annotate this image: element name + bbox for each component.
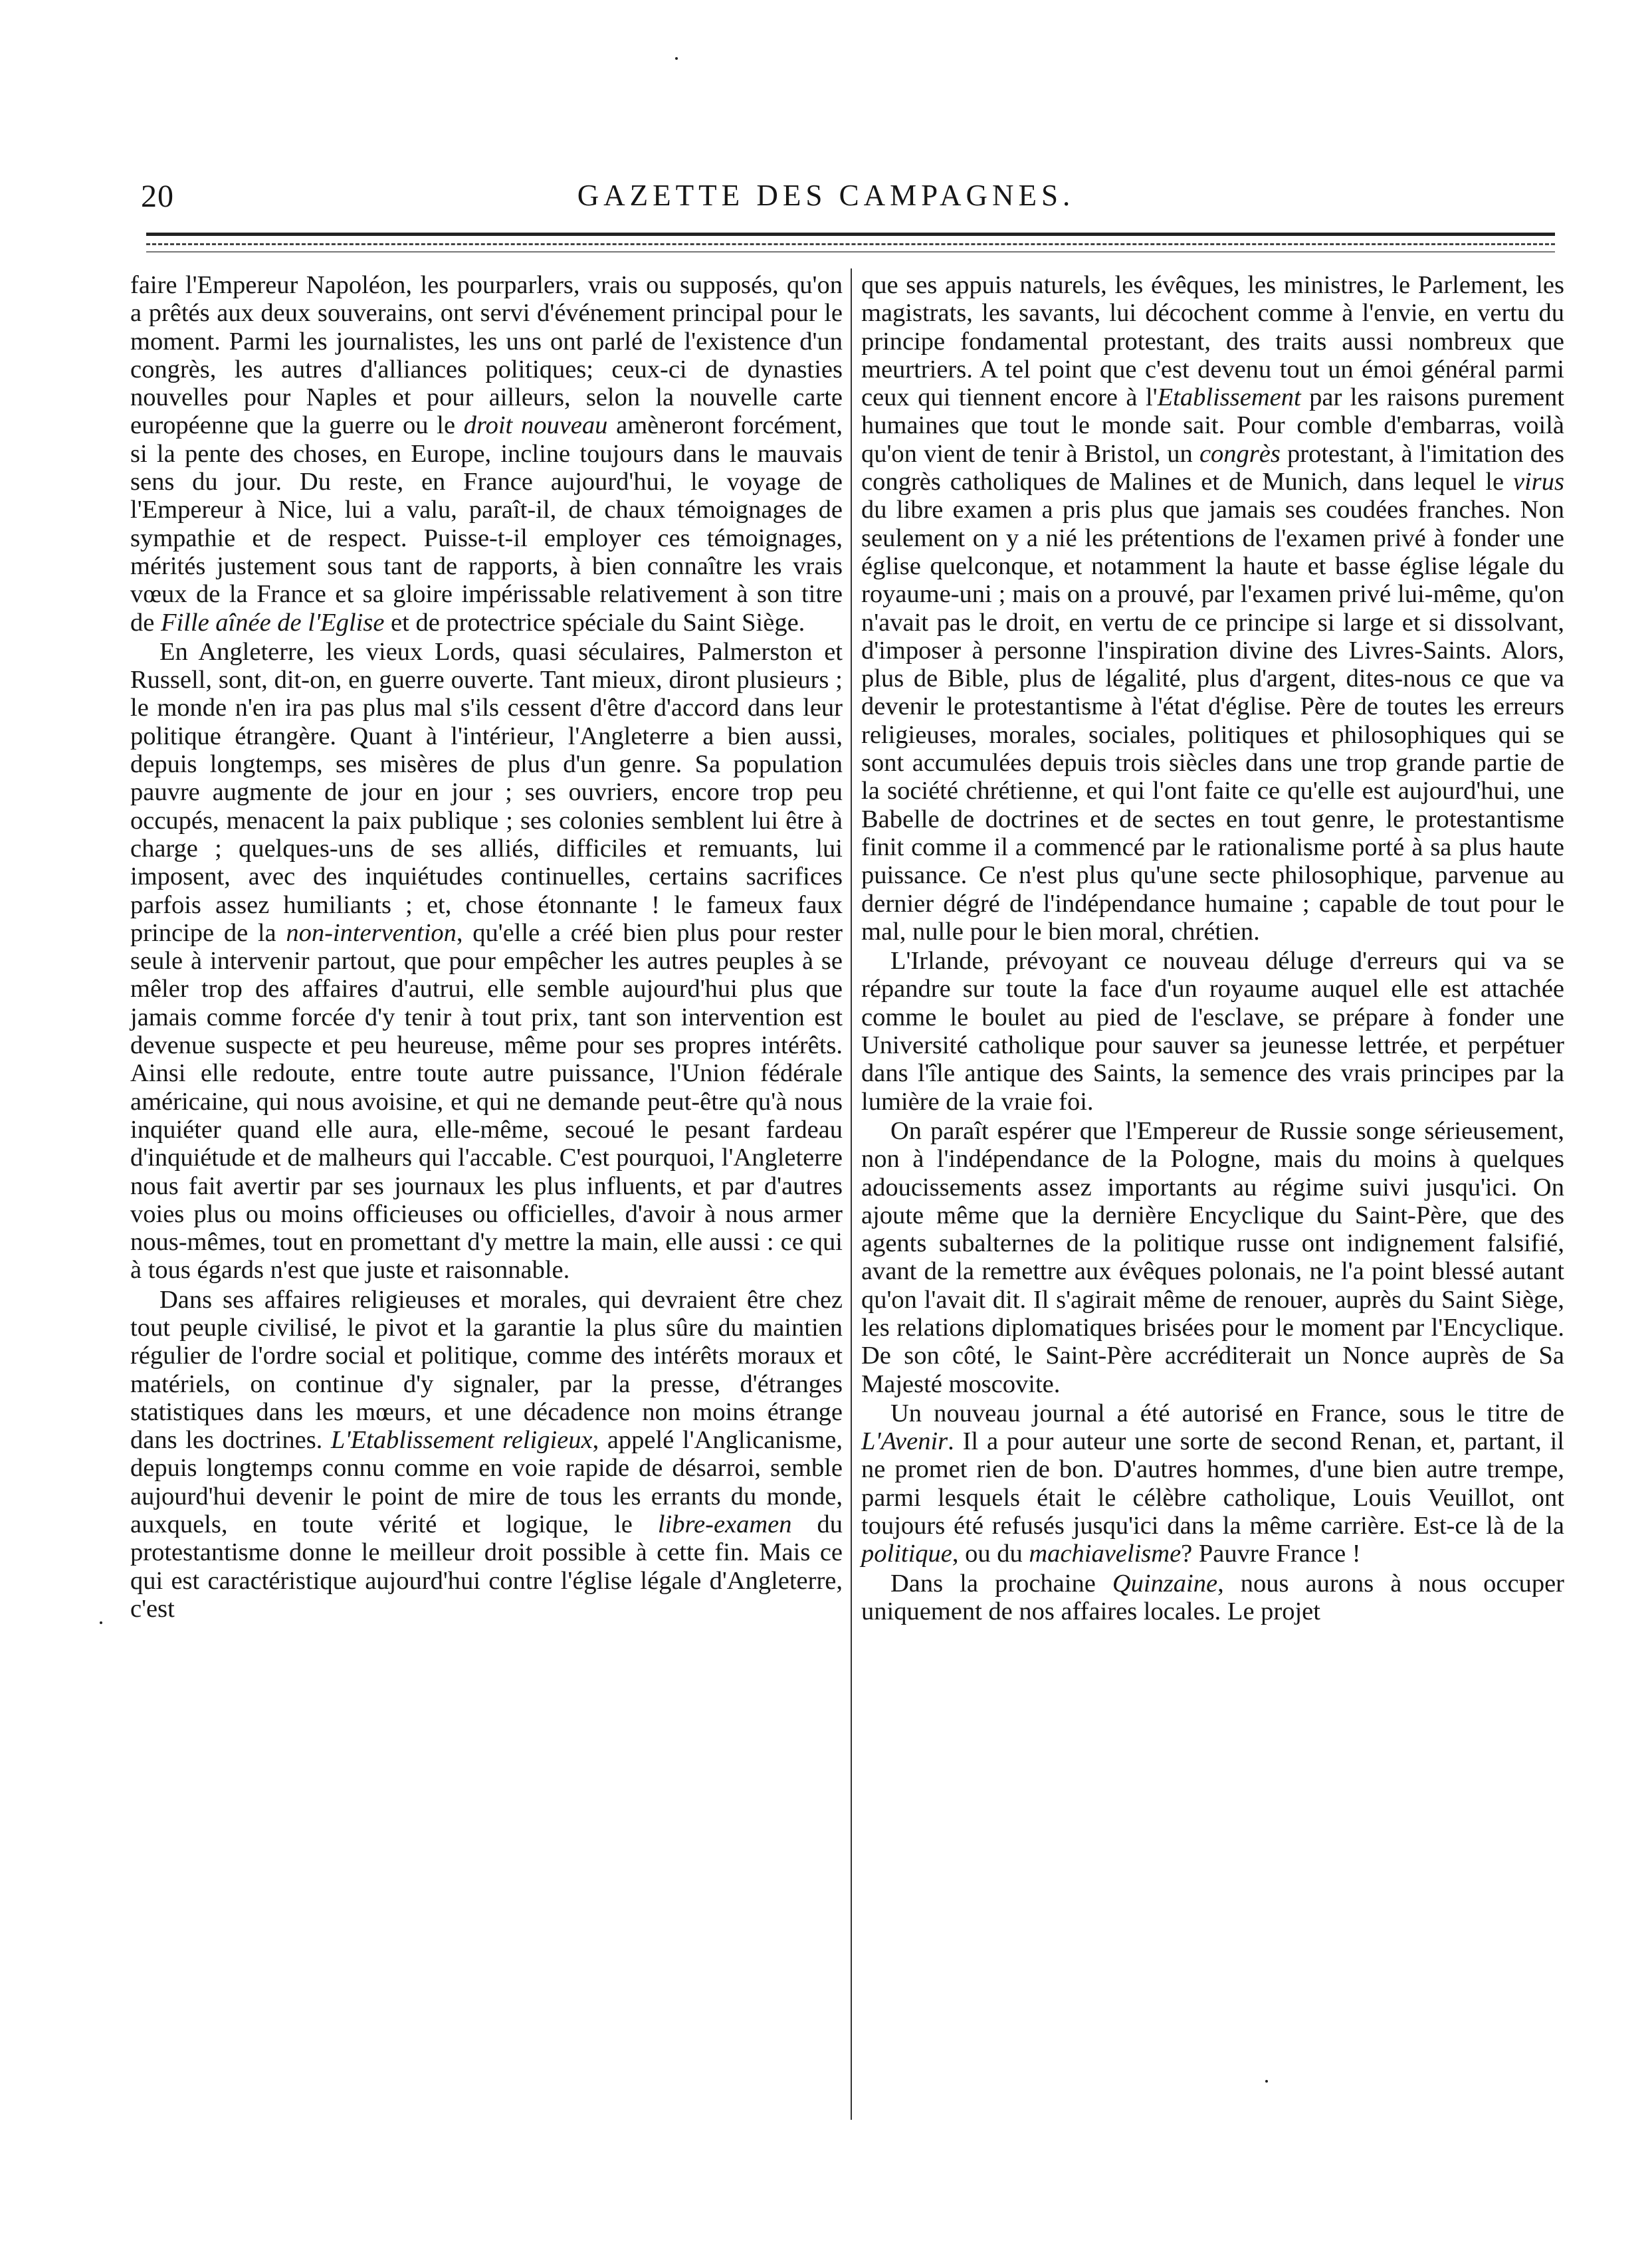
paragraph bbox=[861, 1399, 1564, 1568]
left-column bbox=[130, 271, 843, 1623]
italic-text: virus bbox=[1513, 468, 1564, 496]
italic-text: congrès bbox=[1199, 439, 1281, 468]
paragraph bbox=[861, 947, 1564, 1116]
text-run: . Il a pour auteur une sorte de second Renan, et, partant, il ne promet rien de bon. D'autres hommes, d'une bien autre trempe, parmi lesquels était le célèbre catholique, Louis Veuillot, ont toujours été refusés jusqu'ici dans la même carrière. Est-ce là de la bbox=[861, 1427, 1564, 1540]
text-run: du libre examen a pris plus que jamais ses coudées franches. Non seulement on y a nié les prétentions de l'examen privé à fonder une église quelconque, et notamment la haute et basse église légale du royaume-uni ; mais on a prouvé, par l'examen privé lui-même, qu'on n'avait pas le droit, en vertu de ce principe si large et si dissolvant, d'imposer à personne l'inspiration divine des Livres-Saints. Alors, plus de Bible, plus de légalité, plus d'argent, dites-nous ce que va devenir le protestantisme à l'état d'église. Père de toutes les erreurs religieuses, morales, sociales, politiques et philosophiques qui se sont accumulées depuis trois siècles dans une trop grande partie de la société chrétienne, et qui l'ont faite ce qu'elle est aujourd'hui, une Babelle de doctrines et de sectes en tout genre, le protestantisme finit comme il a commencé par le rationalisme porté à sa plus haute puissance. Ce n'est plus qu'une secte philosophique, parvenue au dernier dégré de l'indépendance humaine ; capable de tout pour le mal, nulle pour le bien moral, chrétien. bbox=[861, 496, 1564, 946]
text-run: En Angleterre, les vieux Lords, quasi séculaires, Palmerston et Russell, sont, dit-on, en guerre ouverte. Tant mieux, diront plusieurs ; le monde n'en ira pas plus mal s'ils cessent d'être d'accord dans leur politique étrangère. Quant à l'intérieur, l'Angleterre a bien aussi, depuis longtemps, ses misères de plus d'un genre. Sa population pauvre augmente de jour en jour ; ses ouvriers, encore trop peu occupés, menacent la paix publique ; ses colonies semblent lui être à charge ; quelques-uns de ses alliés, difficiles et remuants, lui imposent, avec des inquiétudes continuelles, certains sacrifices parfois assez humiliants ; et, chose étonnante ! le fameux faux principe de la bbox=[130, 637, 843, 947]
text-run: amèneront forcément, si la pente des choses, en Europe, incline toujours dans le mauvais sens du jour. Du reste, en France aujourd'hui, le voyage de l'Empereur à Nice, lui a valu, paraît-il, de chaux témoignages de sympathie et de respect. Puisse-t-il employer ces témoignages, mérités justement sous tant de rapports, à bien connaître les vrais vœux de la France et sa gloire impérissable relativement à son titre de bbox=[130, 411, 843, 637]
text-run: Dans ses affaires religieuses et morales, qui devraient être chez tout peuple civilisé, le pivot et la garantie la plus sûre du maintien régulier de l'ordre social et politique, comme des intérêts moraux et matériels, on continue d'y signaler, par la presse, d'étranges statistiques dans les mœurs, et une décadence non moins étrange dans les doctrines. bbox=[130, 1285, 843, 1455]
italic-text: droit nouveau bbox=[463, 411, 608, 440]
text-run: et de protectrice spéciale du Saint Siège. bbox=[384, 608, 805, 637]
running-title: GAZETTE DES CAMPAGNES. bbox=[577, 179, 1075, 212]
italic-text: L'Etablissement religieux bbox=[330, 1426, 593, 1455]
paragraph bbox=[861, 1117, 1564, 1398]
scan-speck bbox=[675, 57, 678, 60]
right-column bbox=[861, 271, 1564, 1625]
text-run: L'Irlande, prévoyant ce nouveau déluge d'erreurs qui va se répandre sur toute la face d'un royaume auquel elle est attachée comme le boulet au pied de l'esclave, se prépare à fonder une Université catholique pour sauver sa jeunesse lettrée, et perpétuer dans l'île antique des Saints, la semence des vrais principes par la lumière de la vraie foi. bbox=[861, 947, 1564, 1116]
header-rule-dashed bbox=[146, 243, 1555, 245]
scan-speck bbox=[1265, 2080, 1268, 2083]
text-run: ? Pauvre France ! bbox=[1181, 1540, 1361, 1568]
italic-text: politique bbox=[861, 1540, 952, 1568]
italic-text: machiavelisme bbox=[1029, 1540, 1182, 1568]
italic-text: L'Avenir bbox=[861, 1427, 948, 1456]
text-run: du protestantisme donne le meilleur droit possible à cette fin. Mais ce qui est caractéristique aujourd'hui contre l'église légale d'Angleterre, c'est bbox=[130, 1510, 843, 1623]
header-rule-top bbox=[146, 233, 1555, 236]
italic-text: Fille aînée de l'Eglise bbox=[160, 608, 385, 637]
column-divider bbox=[851, 268, 852, 2120]
italic-text: libre-examen bbox=[657, 1510, 792, 1539]
italic-text: Quinzaine bbox=[1112, 1569, 1218, 1597]
italic-text: Etablissement bbox=[1157, 383, 1301, 412]
text-run: protestant, à l'imitation des congrès catholiques de Malines et de Munich, dans lequel le bbox=[861, 439, 1564, 496]
text-run: que ses appuis naturels, les évêques, les ministres, le Parlement, les magistrats, les savants, lui décochent comme à l'envie, en vertu du principe fondamental protestant, des traits aussi nombreux que meurtriers. A tel point que c'est devenu tout un émoi général parmi ceux qui tiennent encore à l' bbox=[861, 271, 1564, 412]
scan-speck bbox=[100, 1621, 102, 1624]
text-run: , qu'elle a créé bien plus pour rester seule à intervenir partout, que pour empêcher les autres peuples à se mêler trop des affaires d'autrui, elle semble aujourd'hui plus que jamais comme forcée d'y tenir à tout prix, tant son intervention est devenue suspecte et peu heureuse, même pour ses propres intérêts. Ainsi elle redoute, entre toute autre puissance, l'Union fédérale américaine, qui nous avoisine, et qui ne demande peut-être qu'à nous inquiéter quand elle aura, elle-même, secoué le pesant fardeau d'inquiétude et de malheurs qui l'accable. C'est pourquoi, l'Angleterre nous fait avertir par ses journaux les plus influents, et par d'autres voies plus ou moins officieuses ou officielles, d'avoir à nous armer nous-mêmes, tout en promettant d'y mettre la main, elle aussi : ce qui à tous égards n'est que juste et raisonnable. bbox=[130, 918, 843, 1285]
text-run: par les raisons purement humaines que tout le monde sait. Pour comble d'embarras, voilà qu'on vient de tenir à Bristol, un bbox=[861, 383, 1565, 468]
paragraph bbox=[130, 271, 843, 637]
paragraph bbox=[861, 1570, 1564, 1626]
text-run: Dans la prochaine bbox=[890, 1569, 1112, 1597]
header-rule-bottom bbox=[146, 251, 1555, 253]
page-number: 20 bbox=[141, 179, 174, 214]
text-run: faire l'Empereur Napoléon, les pourparlers, vrais ou supposés, qu'on a prêtés aux deux souverains, ont servi d'événement principal pour le moment. Parmi les journalistes, les uns ont parlé de l'existence d'un congrès, les autres d'alliances politiques; ceux-ci de dynasties nouvelles pour Naples et pour ailleurs, selon la nouvelle carte européenne que la guerre ou le bbox=[130, 271, 843, 440]
text-run: , nous aurons à nous occuper uniquement de nos affaires locales. Le projet bbox=[861, 1569, 1564, 1625]
text-run: Un nouveau journal a été autorisé en France, sous le titre de bbox=[890, 1399, 1564, 1427]
text-run: , ou du bbox=[952, 1540, 1029, 1568]
paragraph bbox=[861, 271, 1564, 946]
paragraph bbox=[130, 1286, 843, 1623]
text-run: , appelé l'Anglicanisme, depuis longtemps connu comme en voie rapide de désarroi, semble aujourd'hui devenir le point de mire de tous les errants du monde, auxquels, en toute vérité et logique, le bbox=[130, 1426, 843, 1539]
text-run: On paraît espérer que l'Empereur de Russie songe sérieusement, non à l'indépendance de la Pologne, mais du moins à quelques adoucissements assez importants au régime suivi jusqu'ici. On ajoute même que la dernière Encyclique du Saint-Père, que des agents subalternes de la politique russe ont indignement falsifié, avant de la remettre aux évêques polonais, ne l'a point blessé autant qu'on l'avait dit. Il s'agirait même de renouer, auprès du Saint Siège, les relations diplomatiques brisées pour le moment par l'Encyclique. De son côté, le Saint-Père accréditerait un Nonce auprès de Sa Majesté moscovite. bbox=[861, 1116, 1564, 1398]
italic-text: non-intervention bbox=[286, 918, 457, 947]
paragraph bbox=[130, 638, 843, 1285]
